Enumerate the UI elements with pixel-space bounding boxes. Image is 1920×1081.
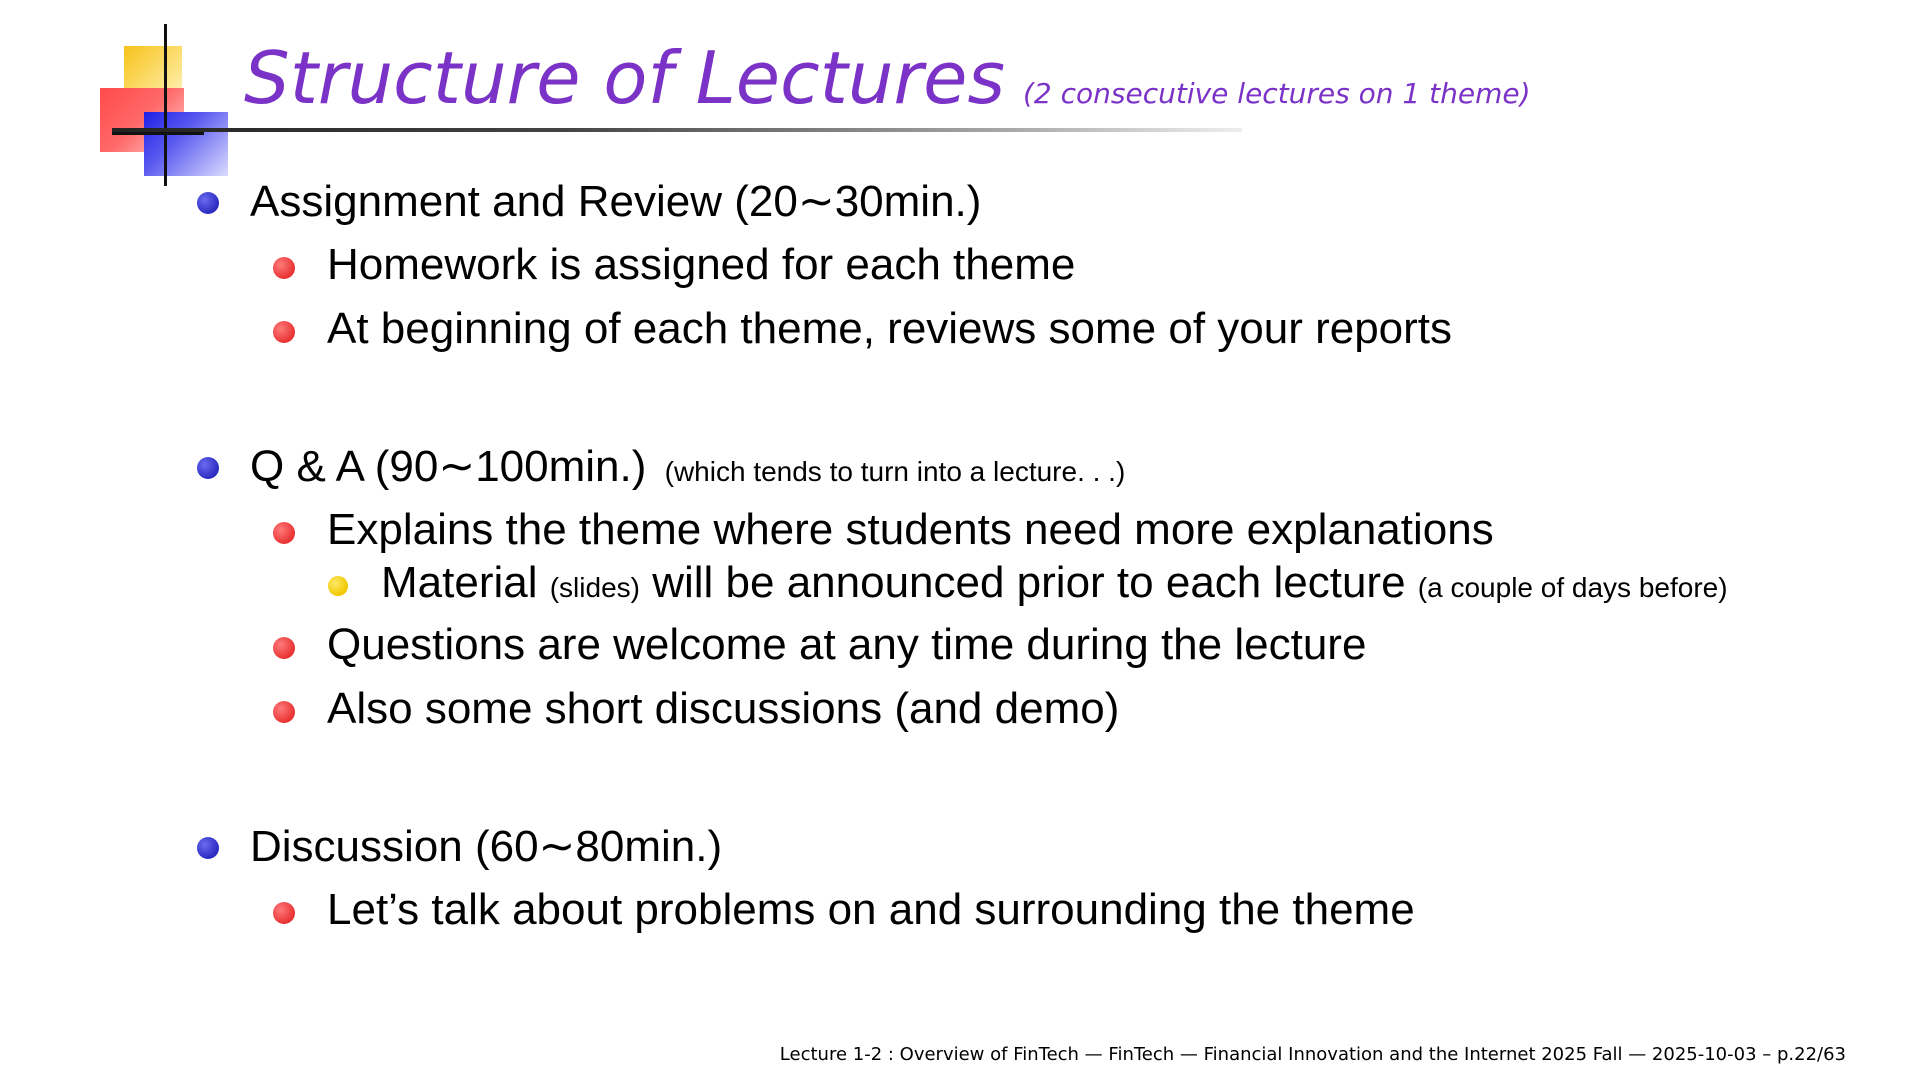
subitem-announcement-note: (a couple of days before) [1417, 572, 1728, 603]
section-heading-qa [250, 441, 1125, 492]
slide-footer: Lecture 1-2 : Overview of FinTech — FinTech — Financial Innovation and the Internet 2025 Fall — 2025-10-03 – p.22/63 [779, 1044, 1846, 1065]
list-item: At beginning of each theme, reviews some of your reports [327, 304, 1453, 353]
page-title: Structure of Lectures [244, 36, 1005, 120]
list-subitem-material [381, 558, 1728, 608]
list-item: Also some short discussions (and demo) [327, 684, 1120, 733]
slide-logo-decoration [98, 22, 238, 192]
bullet-level2-icon [273, 637, 295, 659]
bullet-level2-icon [273, 257, 295, 279]
subitem-announcement-text: will be announced prior to each lecture [652, 558, 1406, 607]
bullet-level1-icon [197, 192, 219, 214]
bullet-level2-icon [273, 321, 295, 343]
list-item: Explains the theme where students need more explanations [327, 505, 1494, 554]
page-subtitle: (2 consecutive lectures on 1 theme) [1022, 77, 1531, 110]
bullet-level2-icon [273, 701, 295, 723]
section-heading-discussion: Discussion (60∼80min.) [250, 822, 723, 871]
section-heading-assignment: Assignment and Review (20∼30min.) [250, 177, 982, 226]
list-item: Homework is assigned for each theme [327, 240, 1076, 289]
list-item: Let’s talk about problems on and surrounding the theme [327, 885, 1415, 934]
bullet-level1-icon [197, 837, 219, 859]
bullet-level2-icon [273, 522, 295, 544]
title-underline [112, 128, 1242, 132]
bullet-level3-icon [328, 576, 348, 596]
bullet-level1-icon [197, 457, 219, 479]
section-heading-qa-text: Q & A (90∼100min.) [250, 442, 647, 491]
logo-blue-square [144, 112, 228, 176]
bullet-level2-icon [273, 902, 295, 924]
subitem-material-note: (slides) [549, 572, 640, 603]
list-item: Questions are welcome at any time during the lecture [327, 620, 1367, 669]
subitem-material-text: Material [381, 558, 538, 607]
logo-cross-vertical [164, 24, 167, 186]
title-block [244, 36, 1531, 120]
section-heading-qa-note: (which tends to turn into a lecture. . .) [664, 456, 1126, 487]
logo-cross-horizontal [112, 132, 204, 135]
